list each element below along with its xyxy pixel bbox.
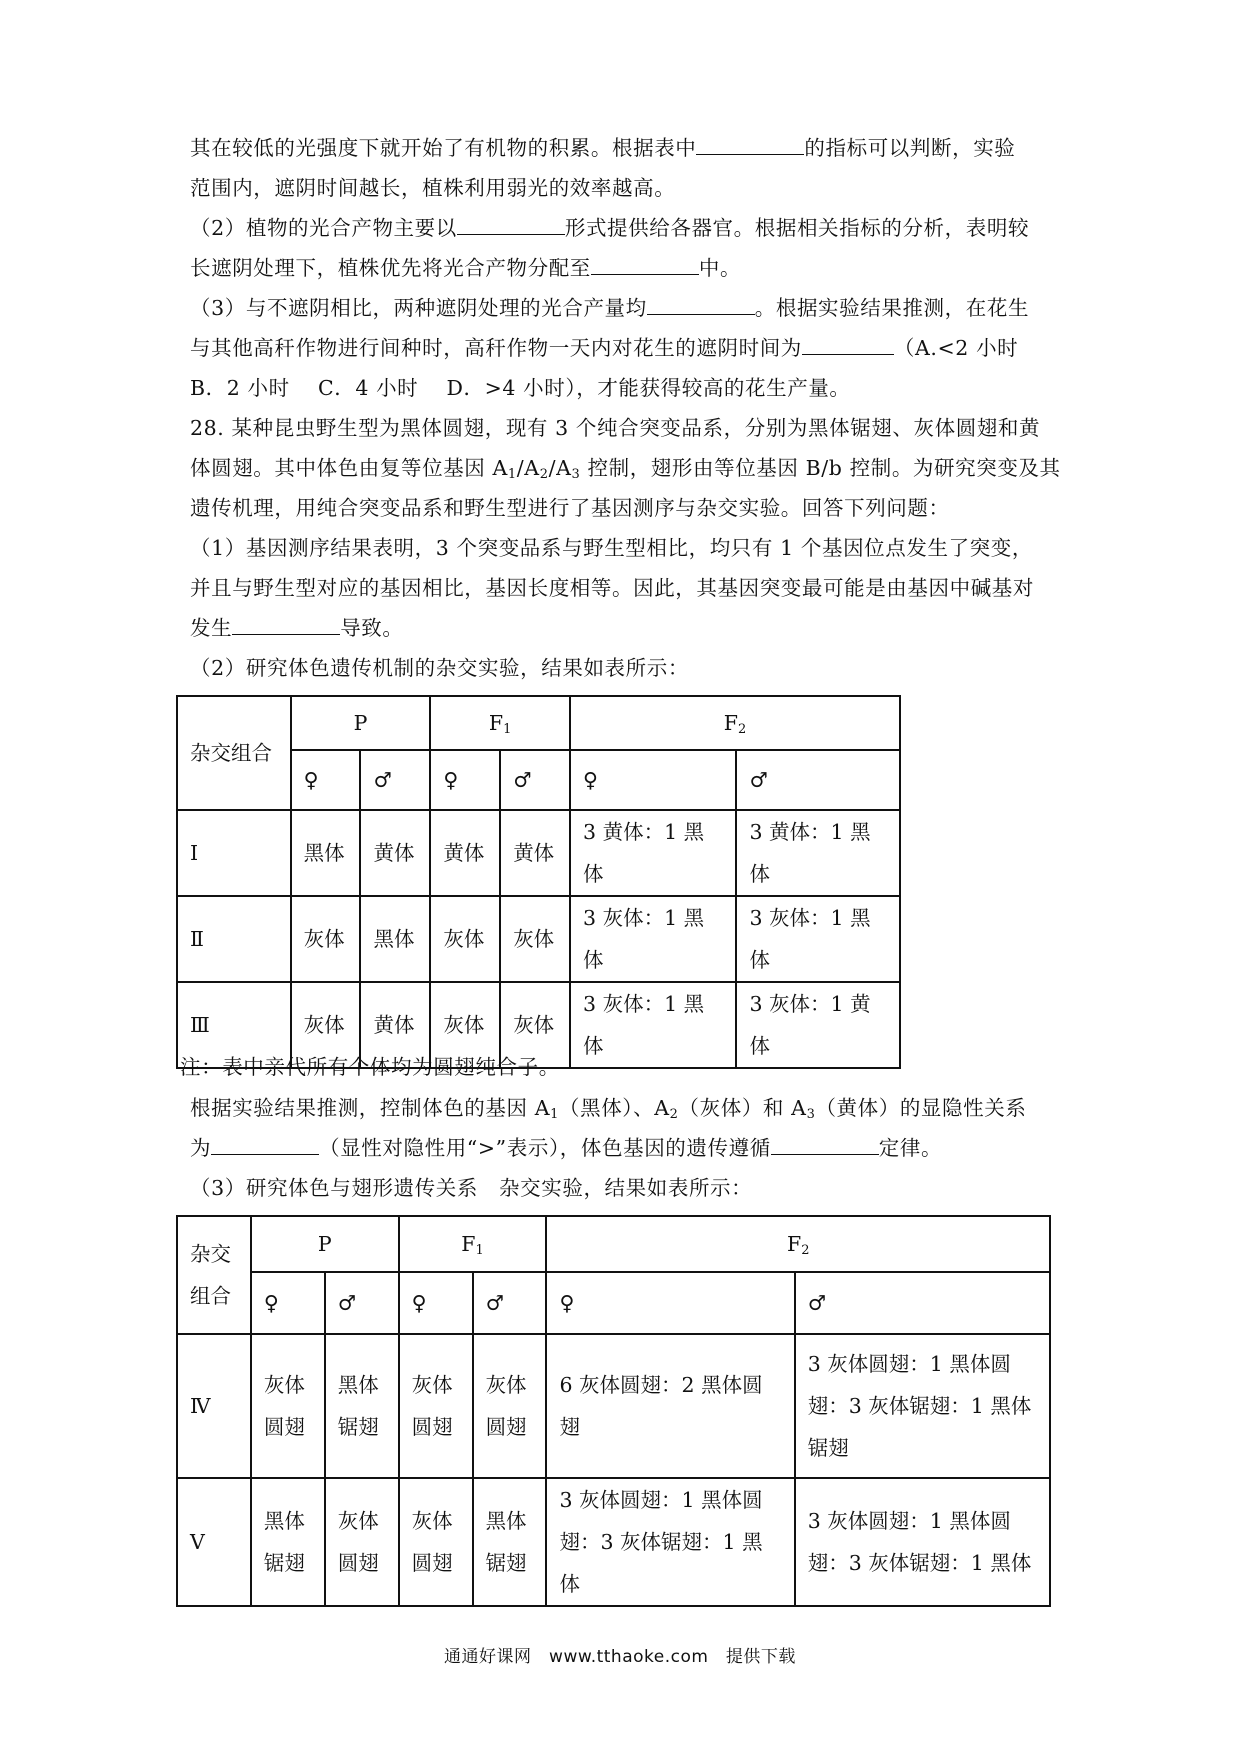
cell xyxy=(795,1334,1050,1478)
cell: 灰体 xyxy=(500,982,570,1068)
text-line-11: （1）基因测序结果表明，3 个突变品系与野生型相比，均只有 1 个基因位点发生了突变， xyxy=(190,536,1033,560)
cell-line: 锯翅 xyxy=(263,1551,305,1575)
header-text: F xyxy=(461,1232,476,1256)
text-segment: （灰体）和 A xyxy=(678,1096,807,1120)
cell xyxy=(546,1334,794,1478)
text-segment: 中。 xyxy=(698,256,742,280)
text-line-6 xyxy=(190,333,1018,363)
cell-line: 圆翅 xyxy=(411,1415,453,1439)
cell xyxy=(325,1334,399,1478)
table-row xyxy=(177,810,900,896)
male-symbol: ♂ xyxy=(736,750,900,810)
answer-blank xyxy=(647,294,755,315)
cell: 黑体 xyxy=(360,896,430,982)
cell xyxy=(399,1478,473,1606)
female-symbol: ♀ xyxy=(399,1272,473,1334)
text-segment: 的指标可以判断，实验 xyxy=(804,136,1016,160)
subscript: 1 xyxy=(503,722,512,737)
subscript: 1 xyxy=(475,1243,484,1258)
cell: 3 灰体：1 黑体 xyxy=(736,896,900,982)
text-line-13 xyxy=(190,613,404,643)
cell xyxy=(473,1478,547,1606)
text-line-3 xyxy=(190,213,1029,243)
text-segment: /A xyxy=(516,456,540,480)
text-segment: 发生 xyxy=(190,616,233,640)
text-line-7: B．2 小时 C．4 小时 D．>4 小时），才能获得较高的花生产量。 xyxy=(190,376,851,400)
cell xyxy=(795,1478,1050,1606)
cell: 3 黄体：1 黑体 xyxy=(736,810,900,896)
text-line-12: 并且与野生型对应的基因相比，基因长度相等。因此，其基因突变最可能是由基因中碱基对 xyxy=(190,576,1034,600)
cross-table-body-color xyxy=(176,695,901,1069)
text-segment: （A.<2 小时 xyxy=(893,336,1019,360)
male-symbol: ♂ xyxy=(360,750,430,810)
text-line-5 xyxy=(190,293,1029,323)
text-segment: （3）与不遮阴相比，两种遮阴处理的光合产量均 xyxy=(190,296,647,320)
table-header-p: P xyxy=(251,1216,399,1272)
table-note: 注：表中亲代所有个体均为圆翅纯合子。 xyxy=(180,1055,560,1079)
cell-line: 锯翅 xyxy=(485,1551,527,1575)
table-header-group: 杂交组合 xyxy=(177,696,291,810)
cell-line: 灰体 xyxy=(263,1373,305,1397)
cell xyxy=(473,1334,547,1478)
text-segment: 根据实验结果推测，控制体色的基因 A xyxy=(190,1096,551,1120)
cell: 3 灰体：1 黑体 xyxy=(570,982,736,1068)
cell-line: 黑体 xyxy=(485,1509,527,1533)
table-header-f2 xyxy=(570,696,900,750)
subscript: 2 xyxy=(738,722,747,737)
cell: 黄体 xyxy=(360,810,430,896)
table-row xyxy=(177,1334,1050,1478)
cell-line: 圆翅 xyxy=(337,1551,379,1575)
header-text: 组合 xyxy=(190,1284,231,1308)
cell xyxy=(546,1478,794,1606)
table-header-p: P xyxy=(291,696,431,750)
male-symbol: ♂ xyxy=(473,1272,547,1334)
text-line-17: （3）研究体色与翅形遗传关系 杂交实验，结果如表所示： xyxy=(190,1176,753,1200)
cell-line: 圆翅 xyxy=(263,1415,305,1439)
answer-blank xyxy=(457,214,565,235)
table-header-f2 xyxy=(546,1216,1050,1272)
text-line-1 xyxy=(190,133,1015,163)
text-line-14: （2）研究体色遗传机制的杂交实验，结果如表所示： xyxy=(190,656,689,680)
cell-line: 锯翅 xyxy=(337,1415,379,1439)
text-segment: 长遮阴处理下，植株优先将光合产物分配至 xyxy=(190,256,591,280)
subscript: 3 xyxy=(571,467,581,482)
subscript: 2 xyxy=(801,1243,810,1258)
header-text: F xyxy=(488,711,504,735)
cell-line: 灰体 xyxy=(411,1373,453,1397)
text-segment: 导致。 xyxy=(340,616,404,640)
text-segment: （显性对隐性用“>”表示），体色基因的遗传遵循 xyxy=(319,1136,771,1160)
cell: 黄体 xyxy=(360,982,430,1068)
male-symbol: ♂ xyxy=(325,1272,399,1334)
cell-line: 黑体 xyxy=(263,1509,305,1533)
text-segment: 为 xyxy=(190,1136,212,1160)
cell: 3 灰体：1 黄体 xyxy=(736,982,900,1068)
cell: 黄体 xyxy=(500,810,570,896)
cell-line: 3 灰体圆翅：1 黑体圆 xyxy=(559,1488,763,1512)
text-segment: （2）植物的光合产物主要以 xyxy=(190,216,457,240)
table-header-group xyxy=(177,1216,251,1334)
row-id: Ⅱ xyxy=(177,896,291,982)
text-segment: 形式提供给各器官。根据相关指标的分析，表明较 xyxy=(564,216,1030,240)
answer-blank xyxy=(232,614,340,635)
subscript: 2 xyxy=(669,1107,679,1122)
answer-blank xyxy=(696,134,804,155)
text-segment: （黄体）的显隐性关系 xyxy=(815,1096,1027,1120)
cell: 3 灰体：1 黑体 xyxy=(570,896,736,982)
cell-line: 圆翅 xyxy=(411,1551,453,1575)
cell xyxy=(325,1478,399,1606)
text-line-4 xyxy=(190,253,741,283)
cell-line: 翅：3 灰体锯翅：1 黑体 xyxy=(807,1551,1032,1575)
table-header-f1 xyxy=(430,696,570,750)
cell-line: 灰体 xyxy=(337,1509,379,1533)
answer-blank xyxy=(802,334,894,355)
cell: 灰体 xyxy=(291,982,361,1068)
subscript: 1 xyxy=(550,1107,559,1122)
row-id: Ⅳ xyxy=(177,1334,251,1478)
text-segment: 体圆翅。其中体色由复等位基因 A xyxy=(190,456,508,480)
answer-blank xyxy=(211,1134,319,1155)
row-id: Ⅴ xyxy=(177,1478,251,1606)
cell xyxy=(251,1334,325,1478)
cell-line: 3 灰体圆翅：1 黑体圆 xyxy=(807,1352,1011,1376)
text-segment: 其在较低的光强度下就开始了有机物的积累。根据表中 xyxy=(190,136,697,160)
table-header-f1 xyxy=(399,1216,547,1272)
text-line-10: 遗传机理，用纯合突变品系和野生型进行了基因测序与杂交实验。回答下列问题： xyxy=(190,496,950,520)
cell: 灰体 xyxy=(291,896,361,982)
cell: 3 黄体：1 黑体 xyxy=(570,810,736,896)
answer-blank xyxy=(591,254,699,275)
text-line-9 xyxy=(190,453,1061,483)
cell: 黄体 xyxy=(430,810,500,896)
cell: 灰体 xyxy=(500,896,570,982)
female-symbol: ♀ xyxy=(430,750,500,810)
female-symbol: ♀ xyxy=(291,750,361,810)
header-text: F xyxy=(786,1232,802,1256)
subscript: 2 xyxy=(539,467,549,482)
cell: 灰体 xyxy=(430,896,500,982)
cell: 灰体 xyxy=(430,982,500,1068)
text-segment: （黑体）、A xyxy=(559,1096,670,1120)
cross-table-color-wing xyxy=(176,1215,1051,1607)
row-id: I xyxy=(177,810,291,896)
table-row xyxy=(177,896,900,982)
text-line-2: 范围内，遮阴时间越长，植株利用弱光的效率越高。 xyxy=(190,176,676,200)
cell xyxy=(399,1334,473,1478)
text-line-8: 28. 某种昆虫野生型为黑体圆翅，现有 3 个纯合突变品系，分别为黑体锯翅、灰体圆翅和黄 xyxy=(190,416,1041,440)
table-row xyxy=(177,1478,1050,1606)
male-symbol: ♂ xyxy=(500,750,570,810)
male-symbol: ♂ xyxy=(795,1272,1050,1334)
header-text: 杂交 xyxy=(190,1242,231,1266)
text-line-16 xyxy=(190,1133,942,1163)
header-text: F xyxy=(723,711,738,735)
page-footer: 通通好课网 www.tthaoke.com 提供下载 xyxy=(444,1647,796,1667)
female-symbol: ♀ xyxy=(546,1272,794,1334)
answer-blank xyxy=(771,1134,879,1155)
text-line-15 xyxy=(190,1093,1026,1123)
text-segment: 与其他高秆作物进行间种时，高秆作物一天内对花生的遮阴时间为 xyxy=(190,336,802,360)
female-symbol: ♀ xyxy=(251,1272,325,1334)
cell: 黑体 xyxy=(291,810,361,896)
cell-line: 翅：3 灰体锯翅：1 黑体 xyxy=(807,1394,1032,1418)
cell-line: 灰体 xyxy=(485,1373,527,1397)
cell-line: 翅：3 灰体锯翅：1 黑体 xyxy=(559,1530,763,1596)
row-id: Ⅲ xyxy=(177,982,291,1068)
text-segment: 定律。 xyxy=(878,1136,943,1160)
subscript: 1 xyxy=(507,467,517,482)
cell-line: 圆翅 xyxy=(485,1415,527,1439)
cell-line: 锯翅 xyxy=(807,1436,849,1460)
cell xyxy=(251,1478,325,1606)
cell-line: 黑体 xyxy=(337,1373,379,1397)
cell-line: 6 灰体圆翅：2 黑体圆翅 xyxy=(559,1373,763,1439)
cell-line: 灰体 xyxy=(411,1509,453,1533)
cell-line: 3 灰体圆翅：1 黑体圆 xyxy=(807,1509,1011,1533)
text-segment: 。根据实验结果推测，在花生 xyxy=(754,296,1030,320)
text-segment: /A xyxy=(548,456,572,480)
subscript: 3 xyxy=(806,1107,816,1122)
text-segment: 控制，翅形由等位基因 B/b 控制。为研究突变及其 xyxy=(580,456,1061,480)
female-symbol: ♀ xyxy=(570,750,736,810)
